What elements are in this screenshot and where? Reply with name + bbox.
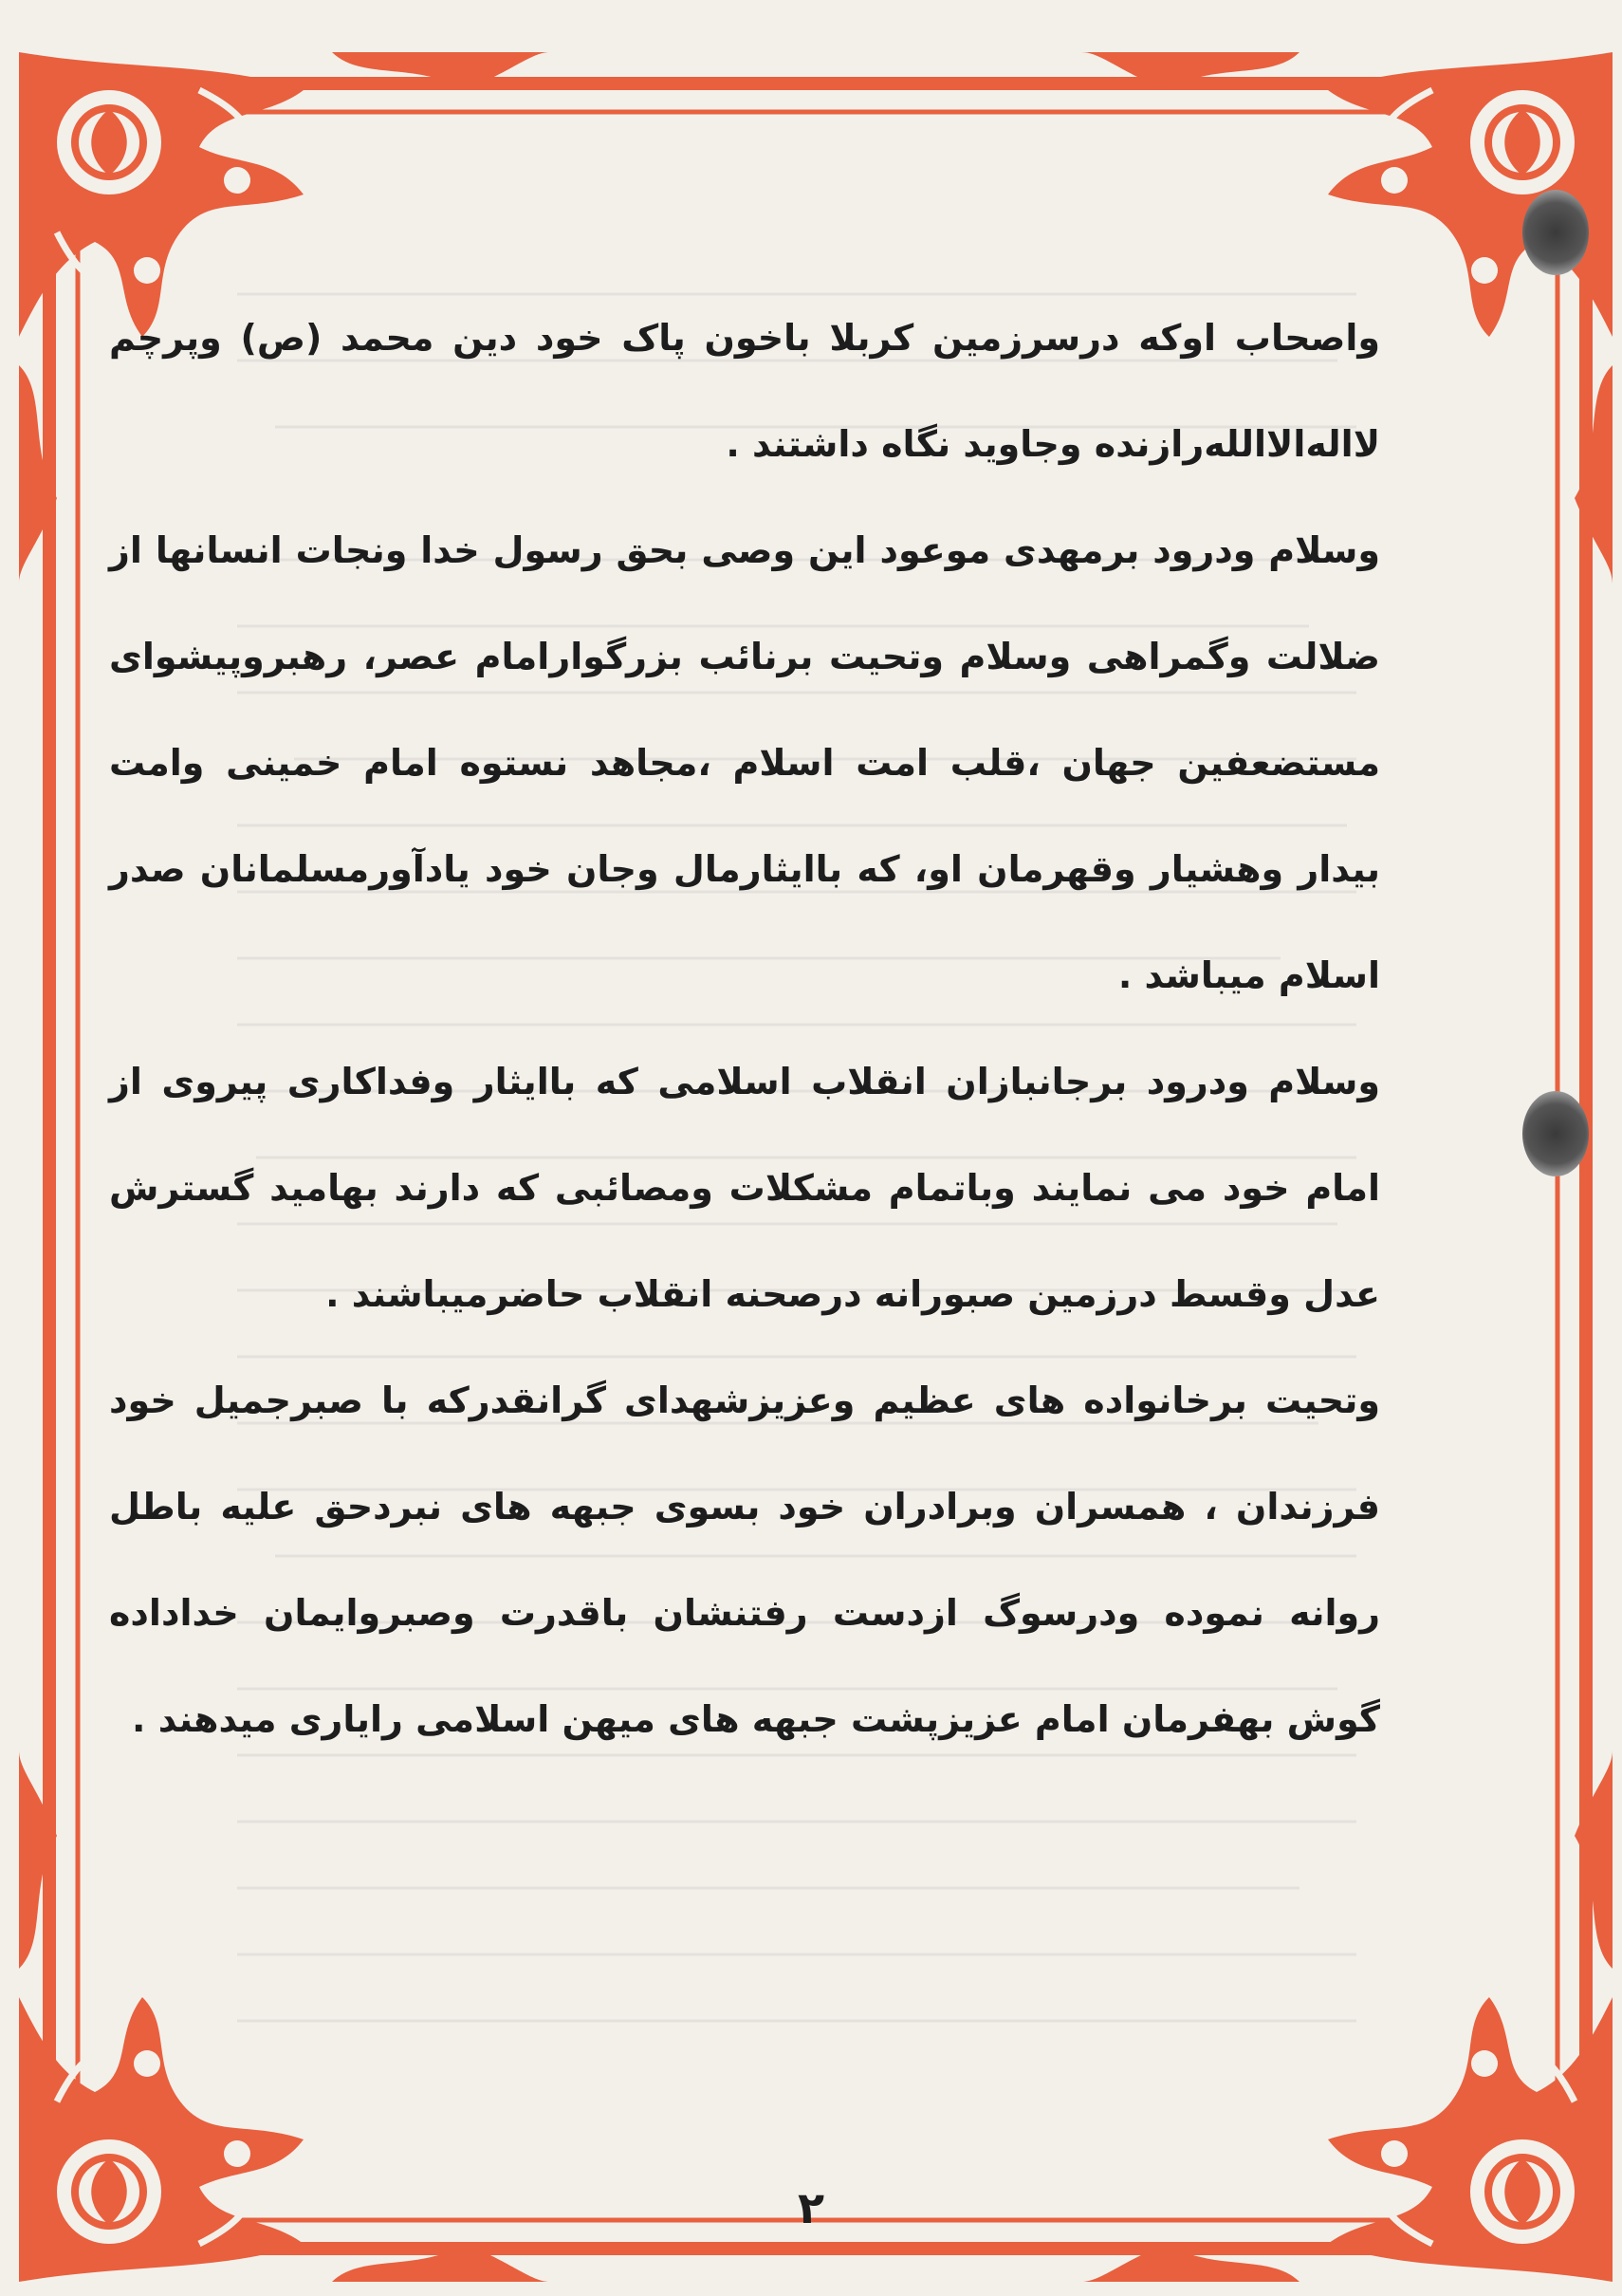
paragraph-1: واصحاب اوکه درسرزمین کربلا باخون پاک خود دین محمد (ص) وپرچم لااله‌الاالله‌رازنده وجاوید نگاه داشتند .	[109, 317, 1380, 465]
body-text	[109, 285, 1380, 2068]
punch-hole-top	[1522, 190, 1589, 275]
paragraph-4: وتحیت برخانواده های عظیم وعزیزشهدای گرانقدرکه با صبرجمیل خود فرزندان ، همسران وبرادران خود بسوی جبهه های نبردحق علیه باطل روانه نموده ودرسوگ ازدست رفتنشان باقدرت وصبروایمان خداداده گوش بهفرمان امام عزیزپشت جبهه های میهن اسلامی رایاری میدهند .	[109, 1379, 1380, 1740]
page-number: ۲	[797, 2182, 825, 2233]
paragraph-3: وسلام ودرود برجانبازان انقلاب اسلامی که باایثار وفداکاری پیروی از امام خود می نمایند وباتمام مشکلات ومصائبی که دارند بهامید گسترش عدل وقسط درزمین صبورانه درصحنه انقلاب حاضرمیباشند .	[109, 1061, 1380, 1315]
punch-hole-middle	[1522, 1091, 1589, 1176]
paragraph-2: وسلام ودرود برمهدی موعود این وصی بحق رسول خدا ونجات انسانها از ضلالت وگمراهی وسلام وتحیت برنائب بزرگوارامام عصر، رهبروپیشوای مستضعفین جهان ،قلب امت اسلام ،مجاهد نستوه امام خمینی وامت بیدار وهشیار وقهرمان او، که باایثارمال وجان خود یادآورمسلمانان صدر اسلام میباشد .	[109, 529, 1380, 996]
